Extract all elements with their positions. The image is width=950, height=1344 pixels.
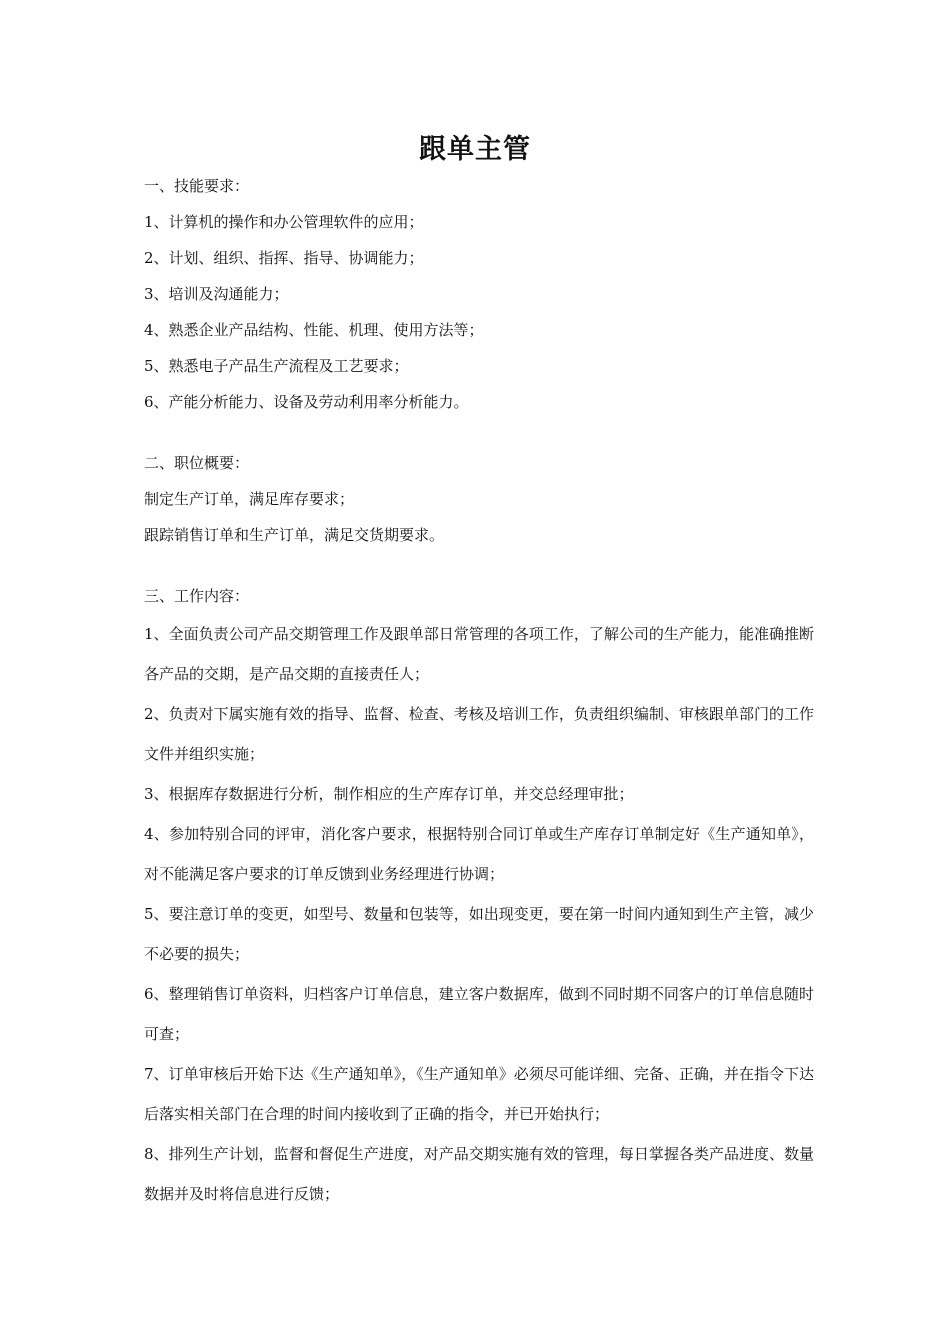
list-item: 4、熟悉企业产品结构、性能、机理、使用方法等；	[144, 321, 484, 339]
page-title: 跟单主管	[419, 134, 531, 165]
list-item: 6、产能分析能力、设备及劳动利用率分析能力。	[144, 393, 469, 411]
list-item: 6、整理销售订单资料，归档客户订单信息，建立客户数据库，做到不同时期不同客户的订单信息随时可查；	[144, 985, 814, 1043]
list-item: 1、全面负责公司产品交期管理工作及跟单部日常管理的各项工作，了解公司的生产能力，能准确推断各产品的交期，是产品交期的直接责任人；	[144, 625, 814, 683]
section-position-summary	[144, 445, 814, 553]
list-item: 8、排列生产计划，监督和督促生产进度，对产品交期实施有效的管理，每日掌握各类产品进度、数量数据并及时将信息进行反馈；	[144, 1145, 814, 1203]
list-item: 7、订单审核后开始下达《生产通知单》，《生产通知单》必须尽可能详细、完备、正确，并在指令下达后落实相关部门在合理的时间内接收到了正确的指令，并已开始执行；	[144, 1065, 814, 1123]
list-item: 2、负责对下属实施有效的指导、监督、检查、考核及培训工作，负责组织编制、审核跟单部门的工作文件并组织实施；	[144, 705, 814, 763]
section-heading: 一、技能要求：	[144, 177, 250, 195]
section-skill-requirements	[144, 168, 814, 420]
list-item: 4、参加特别合同的评审，消化客户要求，根据特别合同订单或生产库存订单制定好《生产通知单》，对不能满足客户要求的订单反馈到业务经理进行协调；	[144, 825, 814, 883]
section-heading: 二、职位概要：	[144, 454, 250, 472]
section-job-content	[144, 578, 814, 1214]
list-item: 5、熟悉电子产品生产流程及工艺要求；	[144, 357, 409, 375]
list-item: 3、根据库存数据进行分析，制作相应的生产库存订单，并交总经理审批；	[144, 785, 634, 803]
section-heading: 三、工作内容：	[144, 587, 250, 605]
list-item: 1、计算机的操作和办公管理软件的应用；	[144, 213, 424, 231]
list-item: 3、培训及沟通能力；	[144, 285, 289, 303]
list-item: 5、要注意订单的变更，如型号、数量和包装等，如出现变更，要在第一时间内通知到生产主管，减少不必要的损失；	[144, 905, 814, 963]
list-item: 制定生产订单，满足库存要求；	[144, 490, 355, 508]
list-item: 2、计划、组织、指挥、指导、协调能力；	[144, 249, 424, 267]
list-item: 跟踪销售订单和生产订单，满足交货期要求。	[144, 526, 445, 544]
